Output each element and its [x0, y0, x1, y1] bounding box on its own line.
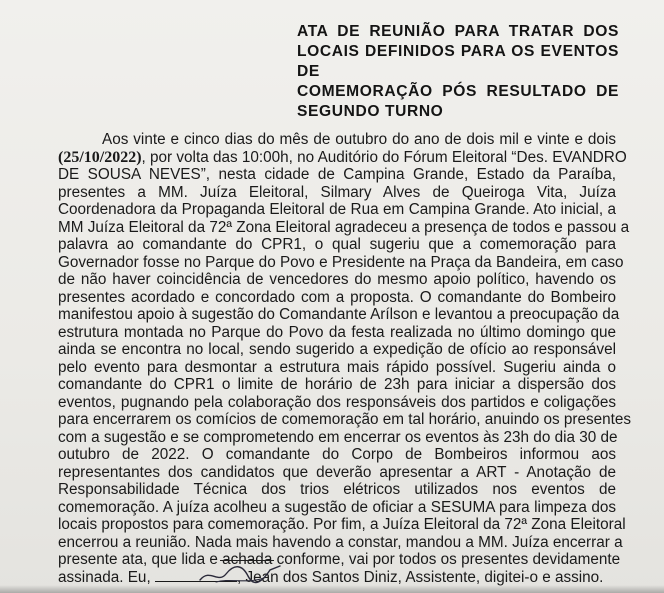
title-line: SEGUNDO TURNO	[297, 103, 444, 120]
title-line: ATA DE REUNIÃO PARA TRATAR DOS	[297, 23, 619, 40]
page-edge-shadow	[0, 585, 664, 593]
body-line: locais propostos para comemoração. Por fim, a Juíza Eleitoral da 72ª Zona Eleitoral	[58, 516, 626, 533]
body-line: comemoração. A juíza acolheu a sugestão de oficiar a SESUMA para limpeza dos	[58, 498, 616, 516]
body-line: Aos vinte e cinco dias do mês de outubro do ano de dois mil e vinte e dois	[102, 131, 616, 148]
body-line: para encerrarem os comícios de comemoração em tal horário, anuindo os presentes	[58, 411, 632, 428]
body-text: conforme, vai por todos os presentes devidamente	[272, 551, 621, 568]
body-line: presentes acordado e concordado com a proposta. O comandante do Bombeiro	[58, 288, 616, 306]
body-line: estrutura montada no Parque do Povo da festa realizada no último domingo que	[58, 323, 616, 341]
body-line: Governador fosse no Parque do Povo e Presidente na Praça da Bandeira, em caso	[58, 253, 624, 271]
struck-word: achada	[222, 551, 273, 568]
body-line: presentes a MM. Juíza Eleitoral, Silmary Alves de Queiroga Vita, Juíza	[58, 183, 616, 201]
body-line: eventos, pugnando pela colaboração dos responsáveis dos partidos e coligações	[58, 393, 616, 411]
body-line: Coordenadora da Propaganda Eleitoral de Rua em Campina Grande. Ato inicial, a	[58, 201, 616, 218]
title-line: COMEMORAÇÃO PÓS RESULTADO DE	[297, 83, 619, 100]
body-text: presente ata, que lida e	[58, 551, 223, 568]
body-line	[58, 148, 627, 167]
handwritten-signature	[196, 560, 286, 588]
body-line: comandante do CPR1 o limite de horário de 23h para iniciar a dispersão dos	[58, 376, 616, 393]
body-line: de não haver coincidência de vencedores do mesmo apoio político, havendo os	[58, 271, 616, 288]
body-line: palavra ao comandante do CPR1, o qual sugeriu que a comemoração para	[58, 236, 616, 253]
document-body	[58, 131, 632, 586]
body-line	[58, 569, 616, 587]
body-line: MM Juíza Eleitoral da 72ª Zona Eleitoral agradeceu a presença de todos e passou a	[58, 218, 630, 236]
body-line	[58, 551, 621, 569]
body-line: manifestou apoio à sugestão do Comandante Arílson e levantou a preocupação da	[58, 306, 620, 323]
body-line: representantes dos candidatos que deverão apresentar a ART - Anotação de	[58, 463, 616, 481]
title-line: LOCAIS DEFINIDOS PARA OS EVENTOS DE	[297, 43, 619, 80]
meeting-date: (25/10/2022)	[58, 148, 142, 166]
body-text: , Jean dos Santos Diniz, Assistente, digitei-o e assino.	[236, 568, 604, 586]
body-line: outubro de 2022. O comandante do Corpo de Bombeiros informou aos	[58, 446, 616, 463]
body-line: pelo evento para desmontar a estrutura mais rápido possível. Sugeriu ainda o	[58, 358, 616, 376]
body-line: encerrou a reunião. Nada mais havendo a constar, mandou a MM. Juíza encerrar a	[58, 533, 623, 551]
document-title	[297, 22, 619, 122]
body-text: assinada. Eu,	[58, 568, 155, 586]
body-line: DE SOUSA NEVES”, nesta cidade de Campina Grande, Estado da Paraíba,	[58, 166, 616, 183]
body-line: ainda se encontra no local, sendo sugerido a expedição de ofício ao responsável	[58, 341, 616, 358]
body-line: com a sugestão e se comprometendo em encerrar os eventos às 23h do dia 30 de	[58, 428, 618, 446]
body-line: Responsabilidade Técnica dos trios elétricos utilizados nos eventos de	[58, 481, 616, 498]
body-text: , por volta das 10:00h, no Auditório do Fórum Eleitoral “Des. EVANDRO	[141, 148, 627, 166]
